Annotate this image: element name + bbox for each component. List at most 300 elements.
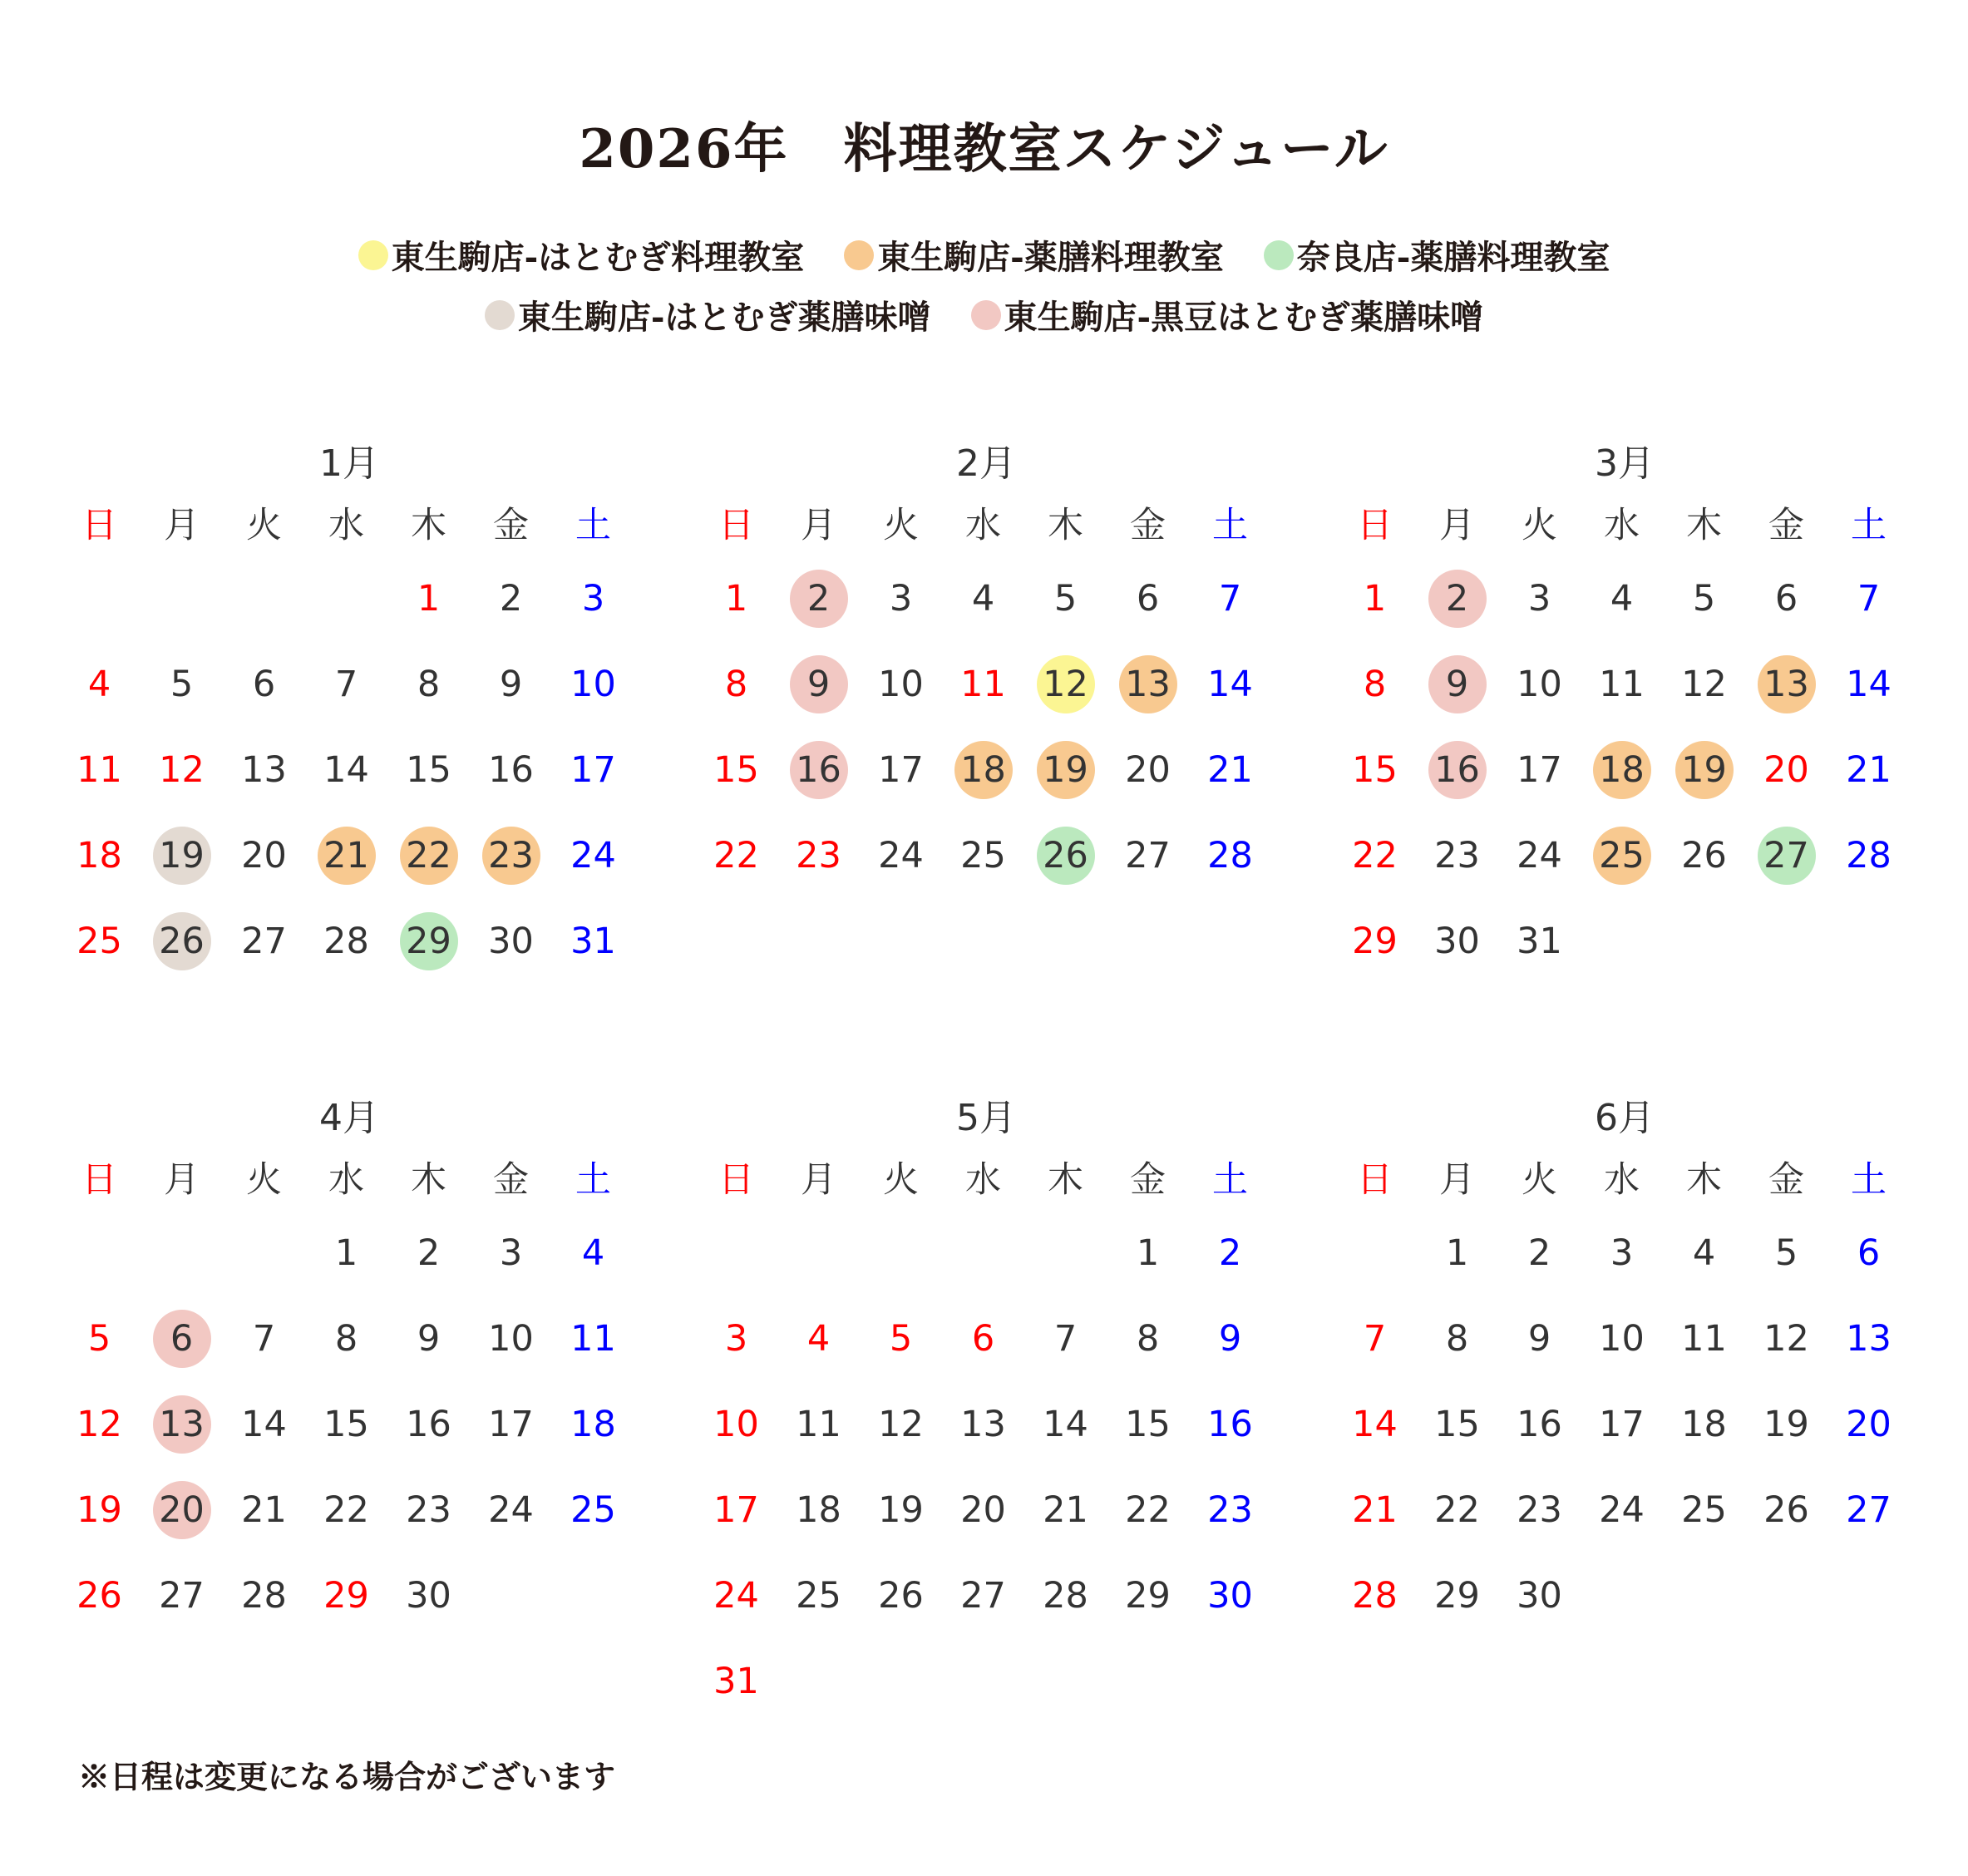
calendar-day	[942, 1395, 1024, 1454]
day-number: 22	[1125, 1489, 1171, 1531]
day-number: 6	[252, 664, 276, 705]
calendar-day	[1189, 1309, 1271, 1369]
day-number: 11	[960, 664, 1006, 705]
day-number: 4	[1692, 1232, 1716, 1274]
calendar-day	[387, 1566, 470, 1626]
calendar-day	[1498, 740, 1581, 800]
calendar-day	[1498, 1395, 1581, 1454]
weekday-header: 木	[1686, 505, 1722, 546]
calendar-day	[58, 826, 141, 886]
day-number: 14	[1352, 1404, 1398, 1445]
calendar-day	[1024, 1395, 1107, 1454]
day-number: 31	[570, 921, 616, 962]
weekday-header: 土	[1851, 505, 1887, 546]
day-number: 18	[76, 835, 122, 876]
weekday-header: 月	[801, 1159, 836, 1201]
day-number: 12	[159, 749, 205, 791]
legend-item-yakuzen-cooking-higashiikoma	[844, 231, 1224, 279]
calendar-day	[942, 654, 1024, 714]
calendar-day	[58, 654, 141, 714]
day-number: 19	[1681, 749, 1727, 791]
calendar-day	[1827, 826, 1910, 886]
calendar-day	[387, 826, 470, 886]
calendar-day	[387, 1223, 470, 1283]
month-title: 1月	[319, 442, 379, 485]
calendar-day	[1416, 1480, 1498, 1540]
day-number: 1	[1445, 1232, 1469, 1274]
calendar-day	[1107, 826, 1189, 886]
day-number: 13	[960, 1404, 1006, 1445]
day-number: 28	[1043, 1575, 1088, 1617]
calendar-day	[58, 1480, 141, 1540]
calendar-day	[1663, 654, 1745, 714]
day-number: 4	[581, 1232, 605, 1274]
day-number: 12	[1763, 1318, 1809, 1360]
day-number: 20	[960, 1489, 1006, 1531]
weekday-header: 土	[1212, 505, 1248, 546]
day-number: 16	[1434, 749, 1480, 791]
calendar-day	[777, 740, 860, 800]
day-number: 17	[1517, 749, 1562, 791]
calendar-day	[1189, 826, 1271, 886]
calendar-day	[695, 1566, 777, 1626]
day-number: 27	[241, 921, 287, 962]
day-number: 15	[1125, 1404, 1171, 1445]
day-number: 17	[488, 1404, 534, 1445]
calendar-day	[1334, 1480, 1416, 1540]
day-number: 27	[960, 1575, 1006, 1617]
calendar-day	[552, 740, 634, 800]
day-number: 30	[488, 921, 534, 962]
weekday-header: 火	[883, 1159, 919, 1201]
weekday-header: 水	[965, 1159, 1001, 1201]
day-number: 7	[1857, 578, 1881, 620]
weekday-header: 金	[493, 1159, 529, 1201]
day-number: 29	[406, 921, 451, 962]
day-number: 28	[1352, 1575, 1398, 1617]
calendar-day	[1334, 911, 1416, 971]
legend-item-yakuzen-cooking-nara	[1264, 231, 1610, 279]
day-number: 3	[1527, 578, 1551, 620]
day-number: 5	[889, 1318, 913, 1360]
calendar-day	[470, 1309, 552, 1369]
day-number: 14	[1207, 664, 1253, 705]
day-number: 7	[334, 664, 358, 705]
day-number: 16	[1517, 1404, 1562, 1445]
day-number: 22	[1434, 1489, 1480, 1531]
weekday-header: 木	[1048, 505, 1083, 546]
day-number: 26	[1043, 835, 1088, 876]
day-number: 7	[252, 1318, 276, 1360]
calendar-day	[58, 740, 141, 800]
month-calendar-january	[58, 439, 640, 1038]
day-number: 8	[1445, 1318, 1469, 1360]
calendar-day	[141, 911, 223, 971]
calendar-day	[552, 1223, 634, 1283]
calendar-day	[1024, 654, 1107, 714]
day-number: 3	[889, 578, 913, 620]
day-number: 13	[1763, 664, 1809, 705]
calendar-day	[860, 740, 942, 800]
day-number: 20	[1125, 749, 1171, 791]
calendar-day	[58, 1566, 141, 1626]
legend-label: 東生駒店-はとむぎ料理教室	[391, 238, 805, 277]
legend-item-hatomugi-cooking	[358, 231, 805, 279]
month-title: 4月	[319, 1097, 379, 1139]
day-number: 7	[1218, 578, 1242, 620]
calendar-day	[1024, 826, 1107, 886]
calendar-day	[1827, 1309, 1910, 1369]
day-number: 6	[170, 1318, 194, 1360]
calendar-day	[860, 1480, 942, 1540]
calendar-day	[1334, 1395, 1416, 1454]
calendar-day	[777, 1395, 860, 1454]
day-number: 29	[1125, 1575, 1171, 1617]
weekday-header: 火	[246, 1159, 282, 1201]
calendar-day	[1663, 826, 1745, 886]
legend-label: 東生駒店-黒豆はとむぎ薬膳味噌	[1004, 298, 1484, 337]
calendar-day	[1498, 1566, 1581, 1626]
day-number: 12	[1681, 664, 1727, 705]
calendar-day	[1107, 1309, 1189, 1369]
calendar-day	[1581, 1309, 1663, 1369]
day-number: 7	[1363, 1318, 1387, 1360]
calendar-day	[1416, 1309, 1498, 1369]
calendar-day	[1581, 1480, 1663, 1540]
day-number: 20	[1846, 1404, 1892, 1445]
calendar-day	[387, 1395, 470, 1454]
day-number: 19	[159, 835, 205, 876]
weekday-header: 土	[1851, 1159, 1887, 1201]
calendar-day	[695, 1309, 777, 1369]
day-number: 19	[76, 1489, 122, 1531]
day-number: 13	[1846, 1318, 1892, 1360]
day-number: 21	[323, 835, 369, 876]
calendar-day	[1107, 1223, 1189, 1283]
calendar-day	[141, 1480, 223, 1540]
legend-row-2	[0, 291, 1968, 338]
day-number: 22	[406, 835, 451, 876]
day-number: 21	[1352, 1489, 1398, 1531]
day-number: 12	[878, 1404, 924, 1445]
day-number: 22	[713, 835, 759, 876]
day-number: 16	[488, 749, 534, 791]
calendar-day	[470, 740, 552, 800]
day-number: 27	[159, 1575, 205, 1617]
day-number: 3	[581, 578, 605, 620]
day-number: 13	[241, 749, 287, 791]
day-number: 4	[1610, 578, 1634, 620]
day-number: 21	[241, 1489, 287, 1531]
calendar-day	[1663, 1395, 1745, 1454]
calendar-day	[470, 1223, 552, 1283]
calendar-day	[470, 569, 552, 629]
weekday-header: 日	[1357, 1159, 1393, 1201]
yellow-dot-icon	[358, 240, 388, 270]
calendar-day	[1189, 1566, 1271, 1626]
calendar-day	[1107, 740, 1189, 800]
day-number: 17	[1599, 1404, 1645, 1445]
calendar-day	[1416, 740, 1498, 800]
day-number: 10	[570, 664, 616, 705]
day-number: 8	[1136, 1318, 1160, 1360]
calendar-day	[1334, 1566, 1416, 1626]
calendar-day	[777, 826, 860, 886]
day-number: 9	[417, 1318, 441, 1360]
calendar-day	[1663, 569, 1745, 629]
weekday-header: 日	[718, 505, 754, 546]
calendar-day	[1745, 569, 1827, 629]
calendar-day	[1745, 1395, 1827, 1454]
day-number: 10	[488, 1318, 534, 1360]
calendar-day	[58, 1309, 141, 1369]
calendar-day	[1663, 1480, 1745, 1540]
calendar-day	[695, 569, 777, 629]
calendar-day	[1498, 1223, 1581, 1283]
calendar-day	[1416, 1566, 1498, 1626]
calendar-day	[1189, 1480, 1271, 1540]
orange-dot-icon	[844, 240, 874, 270]
day-number: 24	[1517, 835, 1562, 876]
day-number: 20	[159, 1489, 205, 1531]
calendar-day	[860, 569, 942, 629]
day-number: 5	[170, 664, 194, 705]
day-number: 21	[1043, 1489, 1088, 1531]
calendar-day	[1581, 654, 1663, 714]
calendar-day	[1024, 1480, 1107, 1540]
weekday-header: 金	[493, 505, 529, 546]
legend-row-1	[0, 231, 1968, 279]
day-number: 9	[1445, 664, 1469, 705]
calendar-day	[58, 911, 141, 971]
day-number: 29	[1352, 921, 1398, 962]
calendar-day	[1024, 1309, 1107, 1369]
day-number: 6	[1857, 1232, 1881, 1274]
calendar-day	[1827, 740, 1910, 800]
day-number: 4	[806, 1318, 831, 1360]
day-number: 23	[1434, 835, 1480, 876]
calendar-day	[942, 1480, 1024, 1540]
day-number: 25	[796, 1575, 841, 1617]
day-number: 16	[1207, 1404, 1253, 1445]
calendar-day	[1024, 740, 1107, 800]
month-calendar-march	[1334, 439, 1916, 1038]
calendar-day	[1189, 569, 1271, 629]
day-number: 1	[417, 578, 441, 620]
day-number: 8	[1363, 664, 1387, 705]
calendar-day	[552, 1480, 634, 1540]
calendar-day	[777, 1566, 860, 1626]
calendar-day	[141, 1566, 223, 1626]
day-number: 19	[878, 1489, 924, 1531]
month-title: 5月	[956, 1097, 1016, 1139]
calendar-day	[223, 1480, 305, 1540]
weekday-header: 月	[801, 505, 836, 546]
calendar-day	[1107, 1395, 1189, 1454]
calendar-day	[695, 1395, 777, 1454]
day-number: 10	[1599, 1318, 1645, 1360]
calendar-day	[141, 740, 223, 800]
day-number: 30	[406, 1575, 451, 1617]
calendar-day	[305, 740, 387, 800]
calendar-day	[552, 911, 634, 971]
calendar-day	[470, 826, 552, 886]
day-number: 31	[713, 1661, 759, 1702]
calendar-day	[1107, 1566, 1189, 1626]
weekday-header: 水	[328, 505, 364, 546]
calendar-day	[860, 1309, 942, 1369]
calendar-day	[1498, 911, 1581, 971]
day-number: 19	[1763, 1404, 1809, 1445]
day-number: 11	[1599, 664, 1645, 705]
day-number: 10	[713, 1404, 759, 1445]
calendar-day	[1107, 569, 1189, 629]
calendar-day	[223, 654, 305, 714]
weekday-header: 金	[1130, 505, 1166, 546]
month-calendar-february	[695, 439, 1277, 1038]
calendar-day	[1827, 1480, 1910, 1540]
calendar-day	[387, 911, 470, 971]
calendar-day	[552, 826, 634, 886]
calendar-day	[1663, 1309, 1745, 1369]
calendar-day	[552, 654, 634, 714]
day-number: 23	[1517, 1489, 1562, 1531]
page-title: 2026年 料理教室スケジュール	[579, 118, 1389, 180]
weekday-header: 木	[411, 1159, 446, 1201]
day-number: 22	[323, 1489, 369, 1531]
day-number: 11	[796, 1404, 841, 1445]
day-number: 11	[1681, 1318, 1727, 1360]
beige-dot-icon	[485, 300, 515, 330]
calendar-day	[305, 1566, 387, 1626]
calendar-day	[1416, 826, 1498, 886]
day-number: 9	[499, 664, 523, 705]
weekday-header: 火	[246, 505, 282, 546]
calendar-day	[1581, 1395, 1663, 1454]
day-number: 26	[76, 1575, 122, 1617]
day-number: 2	[499, 578, 523, 620]
calendar-day	[1189, 1223, 1271, 1283]
calendar-day	[777, 654, 860, 714]
calendar-day	[1745, 1480, 1827, 1540]
calendar-day	[1745, 1309, 1827, 1369]
day-number: 25	[570, 1489, 616, 1531]
calendar-day	[942, 740, 1024, 800]
calendar-day	[860, 1395, 942, 1454]
calendar-day	[1498, 654, 1581, 714]
weekday-header: 火	[883, 505, 919, 546]
day-number: 22	[1352, 835, 1398, 876]
calendar-day	[1581, 1223, 1663, 1283]
green-dot-icon	[1264, 240, 1294, 270]
calendar-day	[223, 740, 305, 800]
calendar-day	[1334, 826, 1416, 886]
calendar-day	[1189, 740, 1271, 800]
day-number: 24	[878, 835, 924, 876]
calendar-day	[58, 1395, 141, 1454]
calendar-day	[387, 1480, 470, 1540]
day-number: 29	[323, 1575, 369, 1617]
calendar-day	[1663, 1223, 1745, 1283]
weekday-header: 水	[1604, 1159, 1640, 1201]
day-number: 17	[570, 749, 616, 791]
weekday-header: 金	[1768, 505, 1804, 546]
day-number: 20	[241, 835, 287, 876]
calendar-day	[552, 1309, 634, 1369]
calendar-day	[777, 569, 860, 629]
weekday-header: 木	[1048, 1159, 1083, 1201]
calendar-day	[1827, 1395, 1910, 1454]
calendar-day	[305, 1309, 387, 1369]
calendar-day	[141, 826, 223, 886]
day-number: 24	[570, 835, 616, 876]
day-number: 26	[1681, 835, 1727, 876]
day-number: 8	[334, 1318, 358, 1360]
calendar-day	[1334, 654, 1416, 714]
calendar-day	[387, 569, 470, 629]
day-number: 23	[488, 835, 534, 876]
day-number: 2	[417, 1232, 441, 1274]
day-number: 27	[1125, 835, 1171, 876]
day-number: 2	[1218, 1232, 1242, 1274]
day-number: 30	[1517, 1575, 1562, 1617]
calendar-day	[942, 1566, 1024, 1626]
weekday-header: 火	[1522, 1159, 1557, 1201]
day-number: 20	[1763, 749, 1809, 791]
calendar-day	[305, 826, 387, 886]
month-title: 2月	[956, 442, 1016, 485]
day-number: 1	[724, 578, 748, 620]
calendar-day	[1745, 826, 1827, 886]
day-number: 30	[1434, 921, 1480, 962]
calendar-day	[1581, 740, 1663, 800]
calendar-day	[1189, 654, 1271, 714]
day-number: 18	[960, 749, 1006, 791]
calendar-day	[1663, 740, 1745, 800]
calendar-day	[1745, 654, 1827, 714]
weekday-header: 水	[1604, 505, 1640, 546]
calendar-day	[1498, 1480, 1581, 1540]
weekday-header: 金	[1768, 1159, 1804, 1201]
day-number: 8	[417, 664, 441, 705]
weekday-header: 木	[411, 505, 446, 546]
day-number: 5	[1774, 1232, 1798, 1274]
legend-label: 奈良店-薬膳料理教室	[1296, 238, 1610, 277]
calendar-day	[1416, 654, 1498, 714]
calendar-day	[223, 1566, 305, 1626]
calendar-day	[1334, 569, 1416, 629]
calendar-day	[305, 654, 387, 714]
calendar-day	[942, 1309, 1024, 1369]
day-number: 17	[713, 1489, 759, 1531]
day-number: 2	[806, 578, 831, 620]
calendar-day	[305, 911, 387, 971]
day-number: 15	[1352, 749, 1398, 791]
day-number: 9	[1218, 1318, 1242, 1360]
calendar-day	[387, 654, 470, 714]
weekday-header: 土	[575, 505, 611, 546]
calendar-day	[1498, 569, 1581, 629]
day-number: 26	[159, 921, 205, 962]
day-number: 5	[1692, 578, 1716, 620]
day-number: 15	[406, 749, 451, 791]
calendar-day	[141, 654, 223, 714]
calendar-day	[305, 1480, 387, 1540]
calendar-day	[1827, 654, 1910, 714]
day-number: 27	[1846, 1489, 1892, 1531]
calendar-day	[1189, 1395, 1271, 1454]
weekday-header: 月	[1439, 505, 1475, 546]
